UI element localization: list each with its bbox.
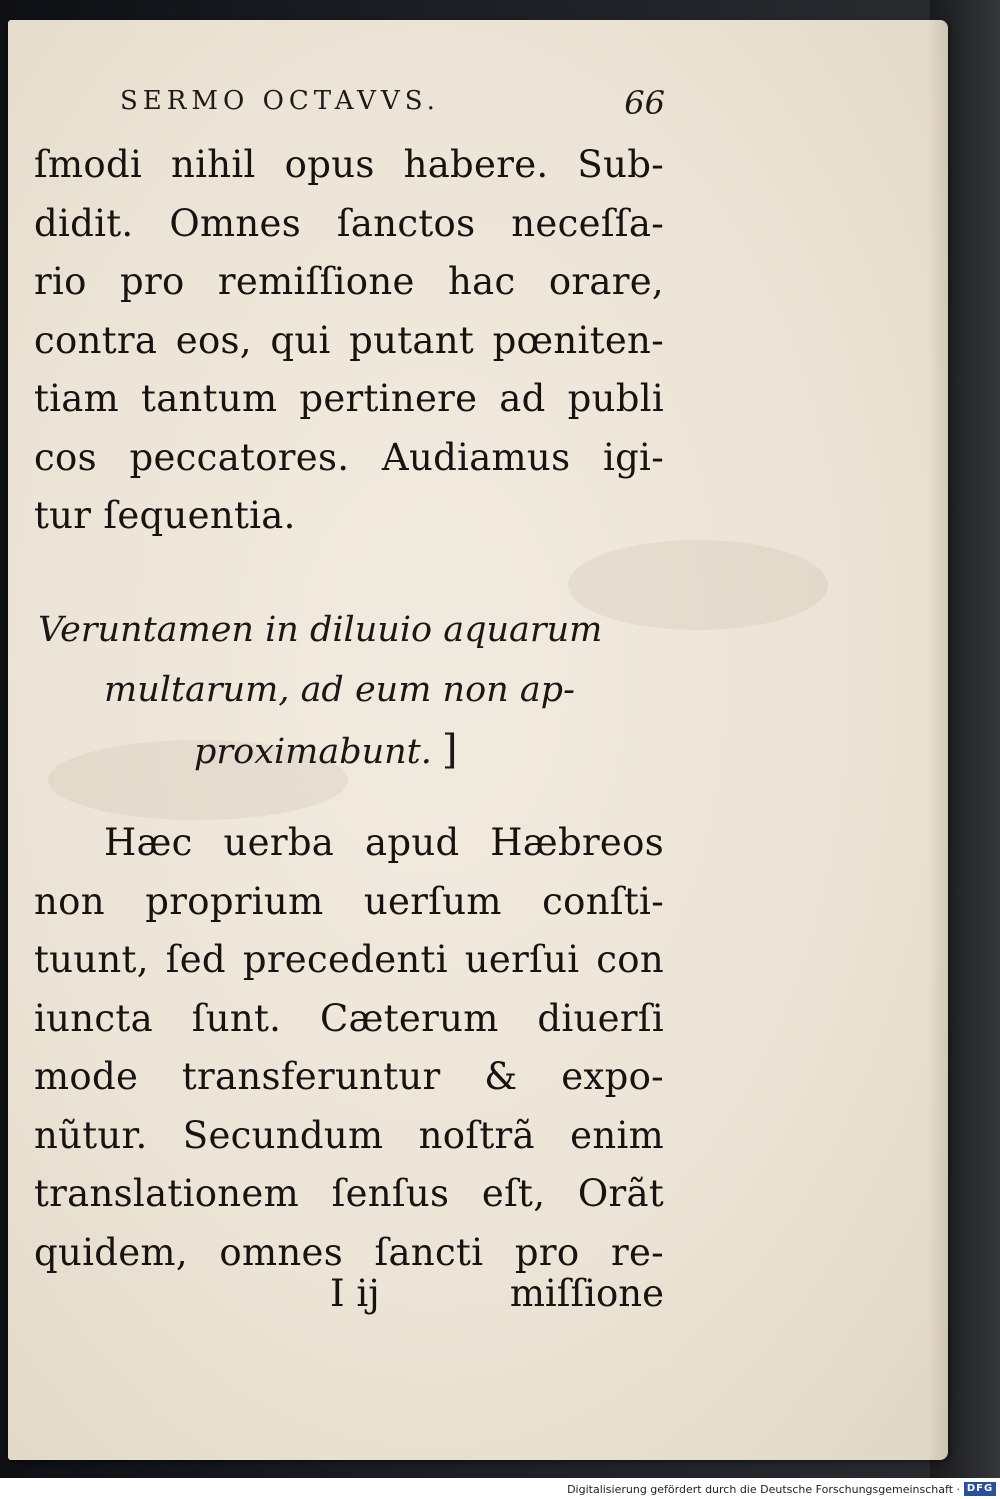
text-line: Hæc uerba apud Hæbreos <box>104 821 664 864</box>
text-line: tiam tantum pertinere ad publi <box>34 377 664 420</box>
page-edge-shadow <box>928 20 948 1460</box>
text-line: contra eos, qui putant pœniten- <box>34 318 664 362</box>
paragraph-2 <box>34 814 664 1282</box>
verse-line: Veruntamen in diluuio aquarum <box>38 610 603 650</box>
text-line: tuunt, ſed precedenti uerſui con <box>34 938 664 981</box>
page-footer-catchwords <box>330 1272 664 1332</box>
running-title: SERMO OCTAVVS. <box>120 86 440 116</box>
text-line: didit. Omnes ſanctos neceſſa- <box>34 201 664 245</box>
text-line: ſmodi nihil opus habere. Sub- <box>34 143 664 186</box>
catchword: miſſione <box>509 1272 664 1315</box>
text-line: cos peccatores. Audiamus igi- <box>34 435 664 479</box>
page-header <box>120 86 665 126</box>
text-line: mode transferuntur & expo- <box>34 1055 664 1098</box>
scripture-verse <box>34 600 664 780</box>
text-line: iuncta ſunt. Cæterum diuerſi <box>34 996 664 1040</box>
verse-line: multarum, ad eum non ap- <box>104 670 575 710</box>
verse-line: proximabunt. <box>194 732 432 772</box>
text-line: non proprium uerſum conſti- <box>34 879 664 923</box>
text-line: tur ſequentia. <box>34 494 296 537</box>
signature-mark: I ij <box>330 1272 380 1315</box>
text-line: rio pro remiſſione hac orare, <box>34 260 664 303</box>
closing-bracket: ] <box>441 727 458 773</box>
paragraph-1 <box>34 136 664 546</box>
text-line: translationem ſenſus eſt, Orãt <box>34 1172 664 1215</box>
text-line: nũtur. Secundum noſtrã enim <box>34 1113 664 1157</box>
page-number: 66 <box>624 84 665 122</box>
text-line: quidem, omnes ſancti pro re- <box>34 1230 664 1274</box>
funding-credit: Digitalisierung gefördert durch die Deutsche Forschungsgemeinschaft · <box>567 1483 960 1496</box>
verse-line-final <box>34 720 664 780</box>
dfg-logo: DFG <box>964 1482 996 1496</box>
